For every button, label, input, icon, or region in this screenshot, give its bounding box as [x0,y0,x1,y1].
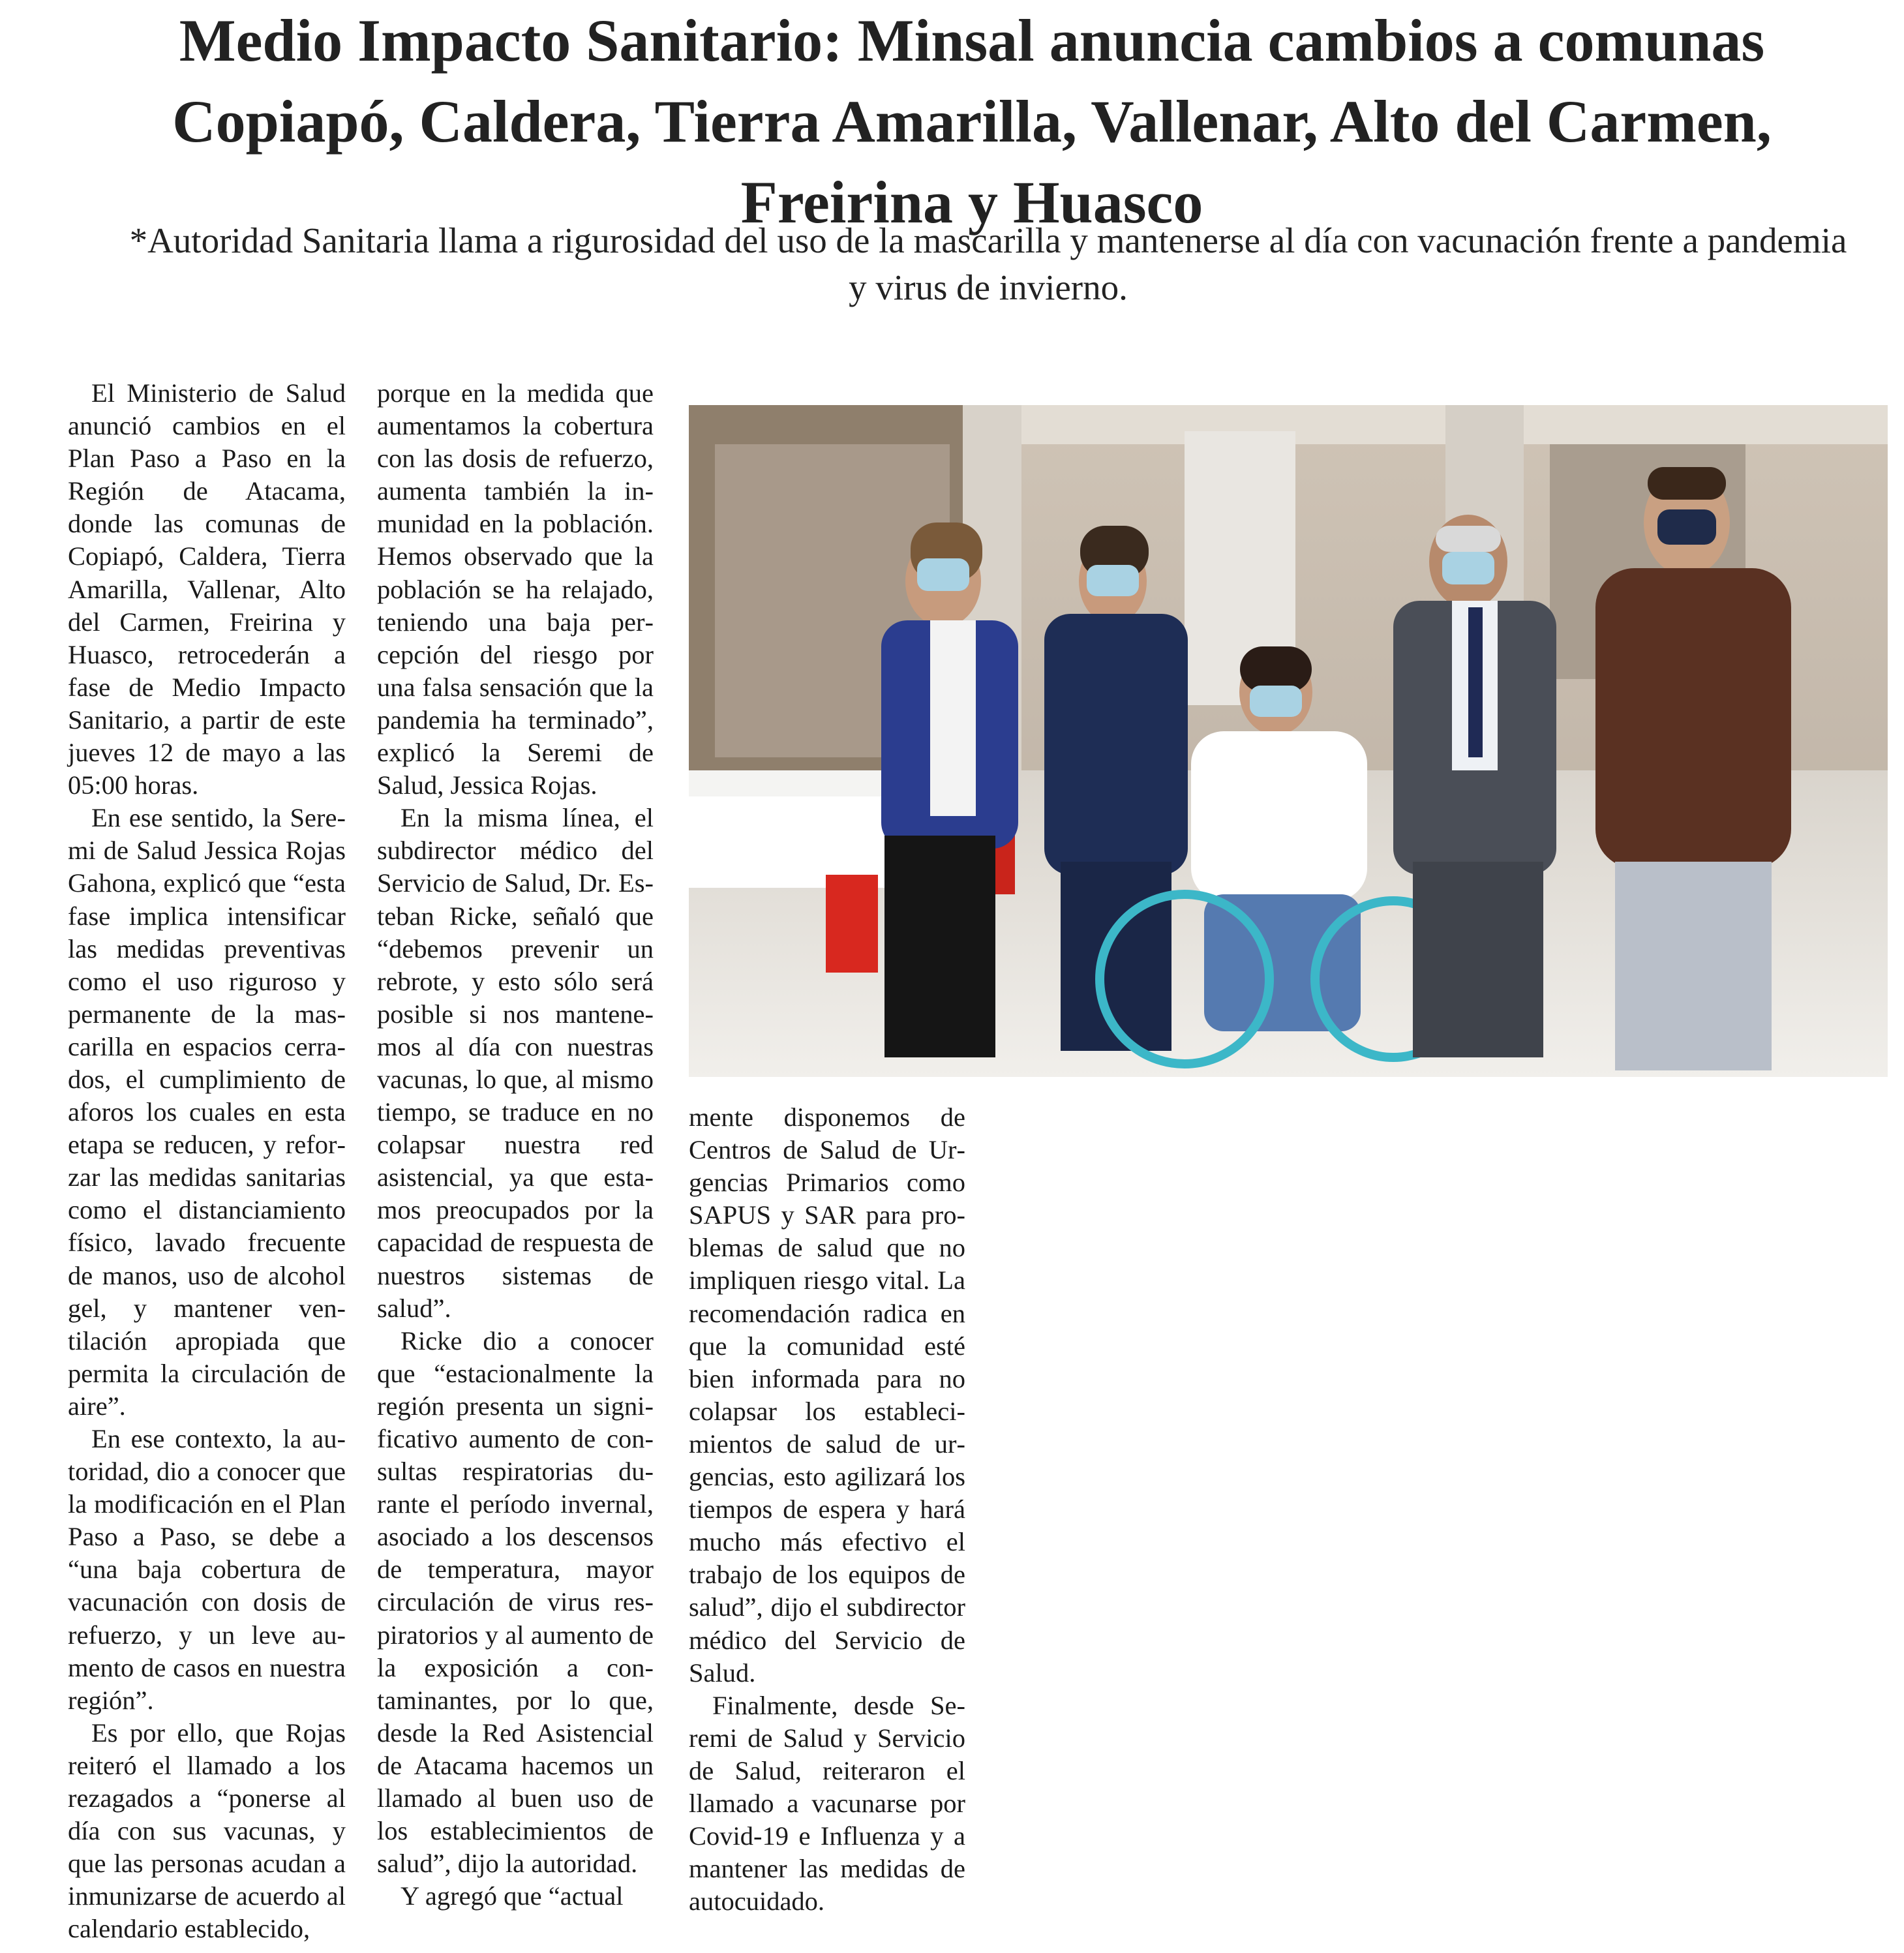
paragraph: En ese contexto, la autoridad, dio a conocer que la modificación en el Plan Paso a Paso, se debe a “una baja cobertura de vacunación con dosis de refuerzo, y un leve aumento de casos en nuestra región”. [68,1424,346,1715]
headline: Medio Impacto Sanitario: Minsal anuncia cambios a comunas Copiapó, Caldera, Tierra Amarilla, Vallenar, Alto del Carmen, Freirina y Huasco [172,7,1772,235]
article-column-2 [377,377,654,1913]
paragraph: Es por ello, que Rojas reiteró el llamado a los rezagados a “ponerse al día con sus vacunas, y que las personas acudan a inmunizarse de acuerdo al calendario establecido, [68,1718,346,1944]
paragraph: porque en la medida que aumentamos la cobertura con las dosis de refuerzo, aumenta también la inmunidad en la población. Hemos observado que la población se ha relajado, teniendo una baja percepción del riesgo por una falsa sensación que la pandemia ha terminado”, explicó la Seremi de Salud, Jessica Rojas. [377,378,654,800]
paragraph: Finalmente, desde Seremi de Salud y Servicio de Salud, reiteraron el llamado a vacunarse por Covid-19 e Influenza y a mantener las medidas de autocuidado. [689,1690,965,1916]
article-column-1 [68,377,346,1946]
article-column-3 [689,1101,965,1918]
article-photo [689,405,1888,1077]
paragraph: En la misma línea, el subdirector médico del Servicio de Salud, Dr. Esteban Ricke, señaló que “debemos prevenir un rebrote, y esto sólo será posible si nos mantenemos al día con nuestras vacunas, lo que, al mismo tiempo, se traduce en no colapsar nuestra red asistencial, ya que estamos preocupados por la capacidad de respuesta de nuestros sistemas de salud”. [377,803,654,1323]
paragraph: En ese sentido, la Seremi de Salud Jessica Rojas Gahona, explicó que “esta fase implica intensificar las medidas preventivas como el uso riguroso y permanente de la mascarilla en espacios cerrados, el cumplimiento de aforos los cuales en esta etapa se reducen, y reforzar las medidas sanitarias como el distanciamiento físico, lavado frecuente de manos, uso de alcohol gel, y mantener ventilación apropiada que permita la circulación de aire”. [68,803,346,1421]
paragraph: Ricke dio a conocer que “estacionalmente la región presenta un significativo aumento de consultas respiratorias durante el período invernal, asociado a los descensos de temperatura, mayor circulación de virus respiratorios y al aumento de la exposición a contaminantes, por lo que, desde la Red Asistencial de Atacama hacemos un llamado al buen uso de los establecimientos de salud”, dijo la autoridad. [377,1325,654,1879]
paragraph: mente disponemos de Centros de Salud de Urgencias Primarios como SAPUS y SAR para problemas de salud que no impliquen riesgo vital. La recomendación radica en que la comunidad esté bien informada para no colapsar los establecimientos de salud de urgencias, esto agilizará los tiempos de espera y hará mucho más efectivo el trabajo de los equipos de salud”, dijo el subdirector médico del Servicio de Salud. [689,1102,965,1688]
subheadline: *Autoridad Sanitaria llama a rigurosidad del uso de la mascarilla y mantenerse al día con vacunación frente a pandemia y virus de invierno. [129,220,1847,307]
paragraph: El Ministerio de Salud anunció cambios en el Plan Paso a Paso en la Región de Atacama, donde las comunas de Copiapó, Caldera, Tierra Amarilla, Vallenar, Alto del Carmen, Freirina y Huasco, retrocederán a fase de Medio Impacto Sanitario, a partir de este jueves 12 de mayo a las 05:00 horas. [68,378,346,800]
paragraph: Y agregó que “actual [400,1881,624,1911]
photo-illustration [689,405,1888,1077]
